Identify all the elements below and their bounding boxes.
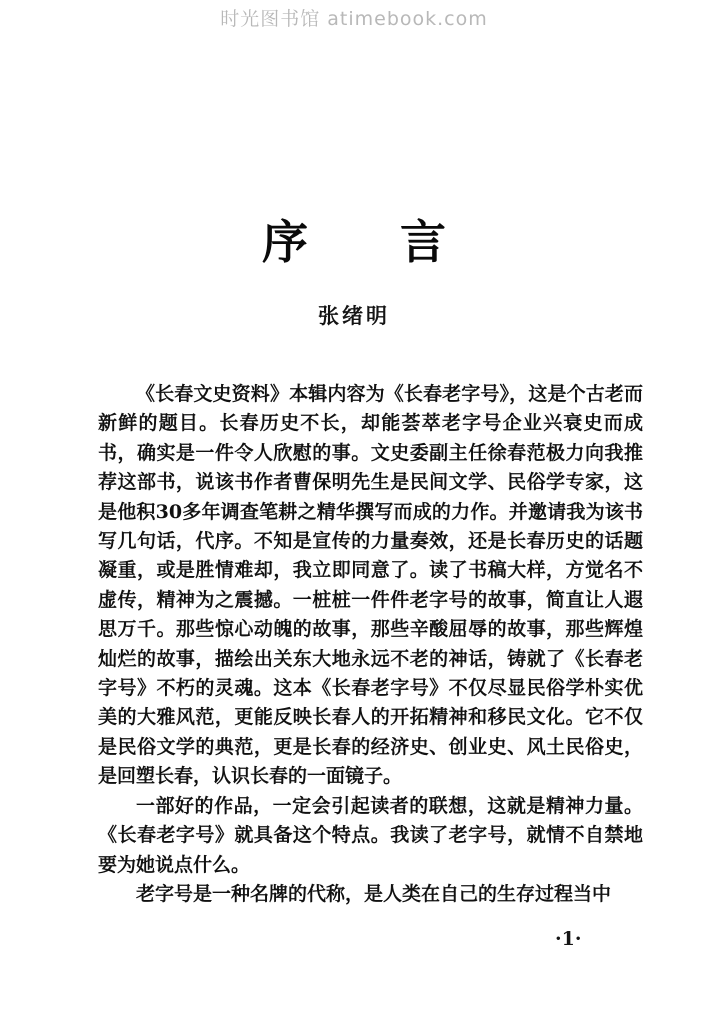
- author-name: 张绪明: [318, 304, 390, 328]
- page-number: ·1·: [555, 928, 582, 950]
- title-char-1: 序: [262, 215, 308, 269]
- watermark: 时光图书馆 atimebook.com: [220, 8, 488, 30]
- body-text: [98, 380, 643, 909]
- page-title: [0, 214, 708, 270]
- title-char-2: 言: [400, 215, 446, 269]
- paragraph-2: 一部好的作品，一定会引起读者的联想，这就是精神力量。《长春老字号》就具备这个特点。我读了老字号，就情不自禁地要为她说点什么。: [98, 794, 643, 876]
- paragraph-1: 《长春文史资料》本辑内容为《长春老字号》，这是个古老而新鲜的题目。长春历史不长，却能荟萃老字号企业兴衰史而成书，确实是一件令人欣慰的事。文史委副主任徐春范极力向我推荐这部书，说该书作者曹保明先生是民间文学、民俗学专家，这是他积30多年调查笔耕之精华撰写而成的力作。并邀请我为该书写几句话，代序。不知是宣传的力量奏效，还是长春历史的话题凝重，或是胜情难却，我立即同意了。读了书稿大样，方觉名不虚传，精神为之震撼。一桩桩一件件老字号的故事，简直让人遐思万千。那些惊心动魄的故事，那些辛酸屈辱的故事，那些辉煌灿烂的故事，描绘出关东大地永远不老的神话，铸就了《长春老字号》不朽的灵魂。这本《长春老字号》不仅尽显民俗学朴实优美的大雅风范，更能反映长春人的开拓精神和移民文化。它不仅是民俗文学的典范，更是长春的经济史、创业史、风土民俗史，是回塑长春，认识长春的一面镜子。: [98, 383, 643, 788]
- paragraph-3: 老字号是一种名牌的代称，是人类在自己的生存过程当中: [136, 882, 612, 905]
